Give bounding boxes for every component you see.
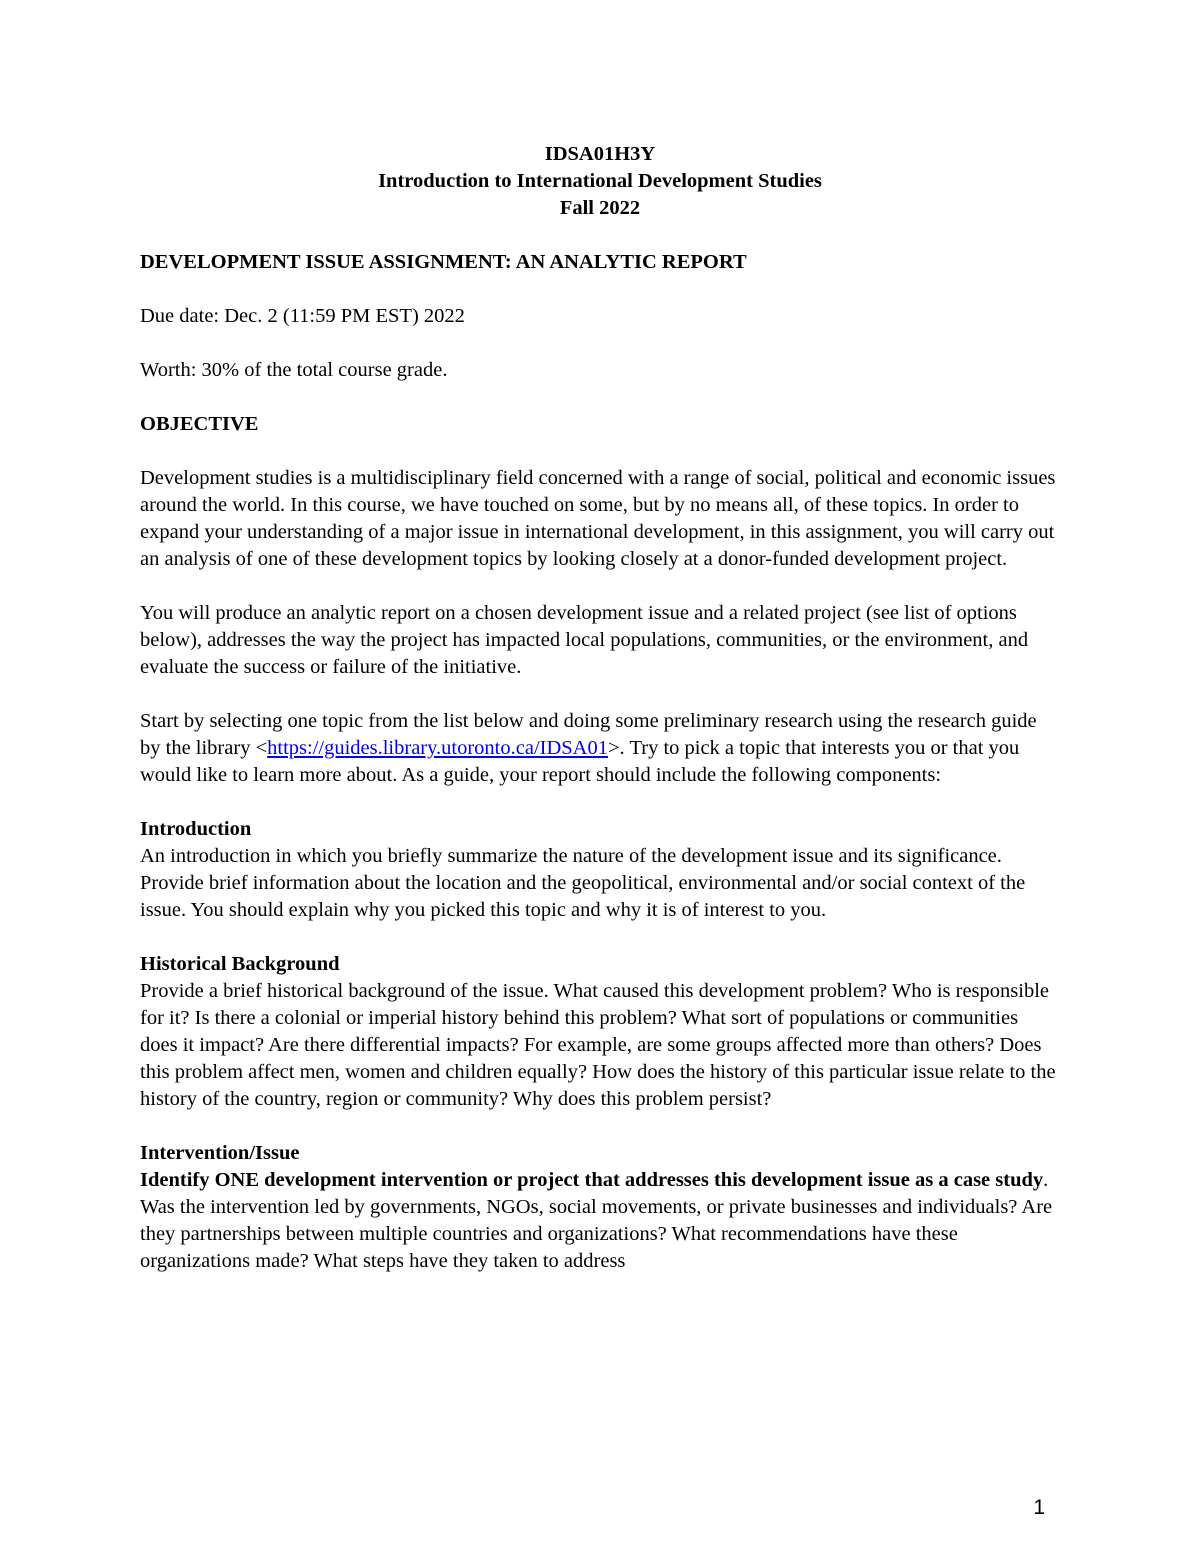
historical-background-body: Provide a brief historical background of the issue. What caused this development problem? Who is responsible for it? Is there a colonial or imperial history behind this problem? What sort of populations or communities does it impact? Are there differential impacts? For example, are some groups affected more than others? Does this problem affect men, women and children equally? How does the history of this particular issue relate to the history of the country, region or community? Why does this problem persist? [140, 980, 1056, 1110]
objective-heading: OBJECTIVE [140, 413, 259, 435]
course-title: Introduction to International Development Studies [378, 170, 822, 192]
paragraph-3-text-before: Start by selecting one topic from the list below and doing some preliminary research using the research guide by the library < [140, 710, 1037, 759]
course-term: Fall 2022 [559, 197, 641, 219]
document-content [140, 141, 1060, 1275]
objective-paragraph-1: Development studies is a multidisciplinary field concerned with a range of social, political and economic issues around the world. In this course, we have touched on some, but by no means all, of these topics. In order to expand your understanding of a major issue in international development, in this assignment, you will carry out an analysis of one of these development topics by looking closely at a donor-funded development project. [140, 467, 1056, 570]
course-code: IDSA01H3Y [544, 143, 656, 165]
objective-paragraph-2: You will produce an analytic report on a chosen development issue and a related project (see list of options below), addresses the way the project has impacted local populations, communities, or the environment, and evaluate the success or failure of the initiative. [140, 602, 1029, 678]
introduction-heading: Introduction [140, 818, 252, 840]
assignment-title: DEVELOPMENT ISSUE ASSIGNMENT: AN ANALYTIC REPORT [140, 251, 747, 273]
worth: Worth: 30% of the total course grade. [140, 359, 448, 381]
historical-background-heading: Historical Background [140, 953, 340, 975]
paragraph-3-text-after: >. Try to pick a topic that interests you or that you would like to learn more about. As a guide, your report should include the following components: [140, 737, 1020, 786]
intervention-heading: Intervention/Issue [140, 1142, 300, 1164]
page-number: 1 [1033, 1496, 1045, 1519]
library-guide-link[interactable]: https://guides.library.utoronto.ca/IDSA01 [267, 737, 608, 759]
objective-paragraph-3 [140, 708, 1060, 789]
intervention-body-text: . Was the intervention led by governments, NGOs, social movements, or private businesses and individuals? Are they partnerships between multiple countries and organizations? What recommendations have these organizations made? What steps have they taken to address [140, 1169, 1053, 1272]
introduction-body: An introduction in which you briefly summarize the nature of the development issue and its significance. Provide brief information about the location and the geopolitical, environmental and/or social context of the issue. You should explain why you picked this topic and why it is of interest to you. [140, 845, 1026, 921]
intervention-body [140, 1167, 1060, 1275]
intervention-bold-lead: Identify ONE development intervention or project that addresses this development issue as a case study [140, 1169, 1044, 1191]
due-date: Due date: Dec. 2 (11:59 PM EST) 2022 [140, 305, 465, 327]
